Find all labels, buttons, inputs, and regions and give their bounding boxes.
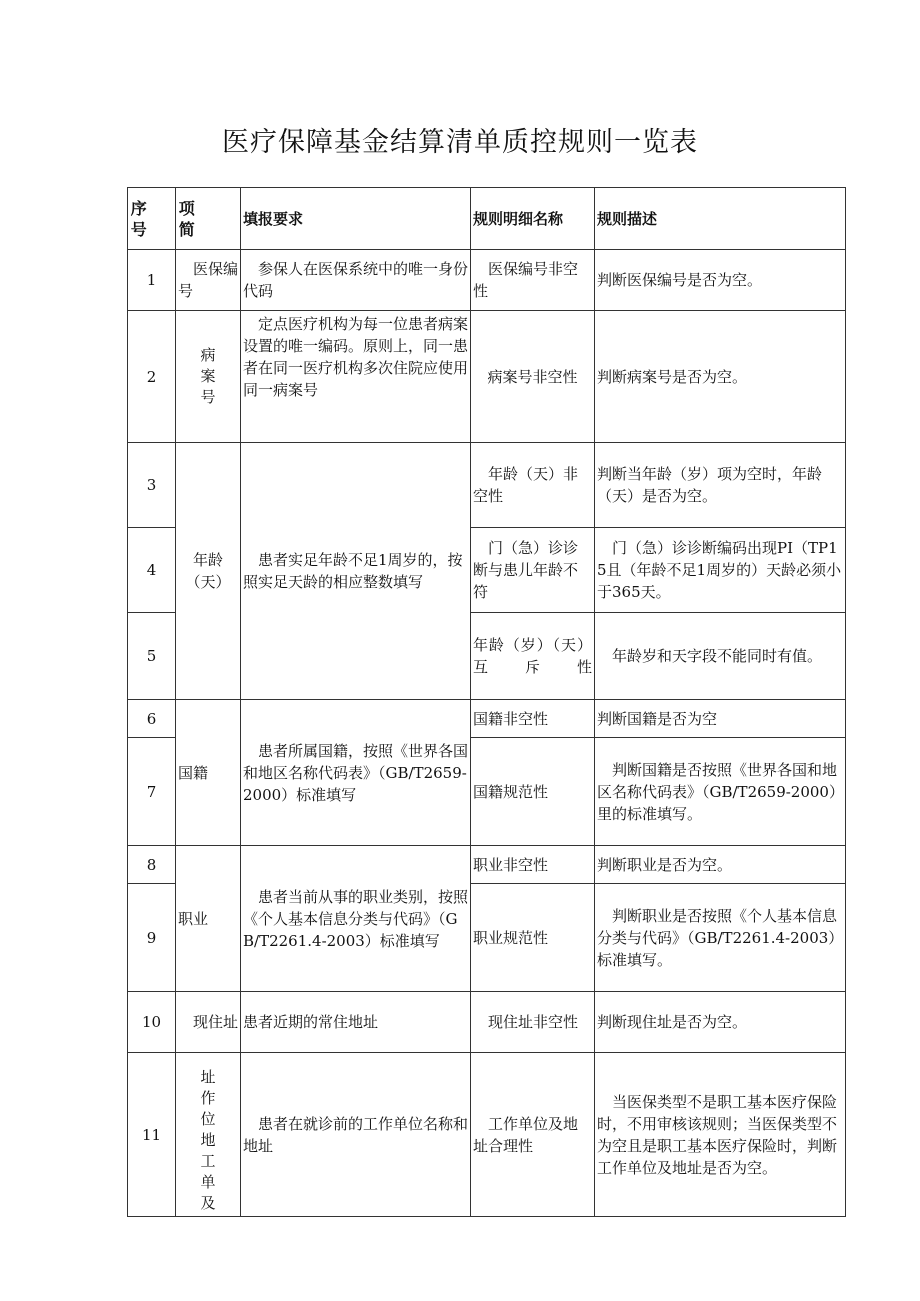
- rule-cell: 门（急）诊诊断与患儿年龄不符: [471, 528, 595, 613]
- table-row: [128, 311, 846, 443]
- rule-cell: 现住址非空性: [471, 992, 595, 1053]
- seq-cell: 4: [128, 528, 176, 613]
- desc-cell: 年龄岁和天字段不能同时有值。: [595, 613, 846, 700]
- seq-cell: 6: [128, 700, 176, 738]
- table-row: [128, 443, 846, 528]
- seq-cell: 3: [128, 443, 176, 528]
- rule-cell: 职业非空性: [471, 846, 595, 884]
- seq-cell: 11: [128, 1053, 176, 1217]
- desc-cell: 判断职业是否为空。: [595, 846, 846, 884]
- item-cell: 病案号: [176, 311, 241, 443]
- rule-cell: 病案号非空性: [471, 311, 595, 443]
- item-cell: 职业: [176, 846, 241, 992]
- rule-cell: 年龄（天）非空性: [471, 443, 595, 528]
- fill-cell: 患者当前从事的职业类别，按照《个人基本信息分类与代码》（GB/T2261.4-2003）标准填写: [241, 846, 471, 992]
- desc-cell: 判断国籍是否按照《世界各国和地区名称代码表》（GB/T2659-2000）里的标准填写。: [595, 738, 846, 846]
- header-rule-name: 规则明细名称: [471, 188, 595, 250]
- seq-cell: 1: [128, 250, 176, 311]
- table-row: [128, 700, 846, 738]
- header-row: [128, 188, 846, 250]
- desc-cell: 门（急）诊诊断编码出现PI（TP15且（年龄不足1周岁的）天龄必须小于365天。: [595, 528, 846, 613]
- desc-cell: 判断职业是否按照《个人基本信息分类与代码》（GB/T2261.4-2003）标准填写。: [595, 884, 846, 992]
- item-cell: 国籍: [176, 700, 241, 846]
- fill-cell: 患者所属国籍，按照《世界各国和地区名称代码表》（GB/T2659-2000）标准填写: [241, 700, 471, 846]
- item-cell: 医保编号: [176, 250, 241, 311]
- item-cell: 年龄（天）: [176, 443, 241, 700]
- desc-cell: 判断当年龄（岁）项为空时，年龄（天）是否为空。: [595, 443, 846, 528]
- item-cell: 现住址: [176, 992, 241, 1053]
- rule-cell: 工作单位及地址合理性: [471, 1053, 595, 1217]
- desc-cell: 判断现住址是否为空。: [595, 992, 846, 1053]
- header-seq: 序号: [128, 188, 176, 250]
- table-row: [128, 1053, 846, 1217]
- rule-cell: 年龄（岁）（天）互斥性: [471, 613, 595, 700]
- item-cell: 址作位地工单及: [176, 1053, 241, 1217]
- desc-cell: 判断医保编号是否为空。: [595, 250, 846, 311]
- desc-cell: 判断病案号是否为空。: [595, 311, 846, 443]
- table-row: [128, 846, 846, 884]
- table-row: [128, 992, 846, 1053]
- header-fill-requirement: 填报要求: [241, 188, 471, 250]
- seq-cell: 8: [128, 846, 176, 884]
- seq-cell: 10: [128, 992, 176, 1053]
- rule-cell: 职业规范性: [471, 884, 595, 992]
- fill-cell: 患者近期的常住地址: [241, 992, 471, 1053]
- seq-cell: 5: [128, 613, 176, 700]
- desc-cell: 当医保类型不是职工基本医疗保险时，不用审核该规则；当医保类型不为空且是职工基本医疗保险时，判断工作单位及地址是否为空。: [595, 1053, 846, 1217]
- seq-cell: 9: [128, 884, 176, 992]
- rules-table: [127, 187, 846, 1217]
- header-item: 项简: [176, 188, 241, 250]
- header-rule-description: 规则描述: [595, 188, 846, 250]
- table-row: [128, 250, 846, 311]
- fill-cell: 定点医疗机构为每一位患者病案设置的唯一编码。原则上，同一患者在同一医疗机构多次住院应使用同一病案号: [241, 311, 471, 443]
- fill-cell: 患者实足年龄不足1周岁的，按照实足天龄的相应整数填写: [241, 443, 471, 700]
- seq-cell: 2: [128, 311, 176, 443]
- fill-cell: 参保人在医保系统中的唯一身份代码: [241, 250, 471, 311]
- rule-cell: 国籍规范性: [471, 738, 595, 846]
- seq-cell: 7: [128, 738, 176, 846]
- desc-cell: 判断国籍是否为空: [595, 700, 846, 738]
- rule-cell: 医保编号非空性: [471, 250, 595, 311]
- rule-cell: 国籍非空性: [471, 700, 595, 738]
- fill-cell: 患者在就诊前的工作单位名称和地址: [241, 1053, 471, 1217]
- page-title: 医疗保障基金结算清单质控规则一览表: [222, 127, 698, 158]
